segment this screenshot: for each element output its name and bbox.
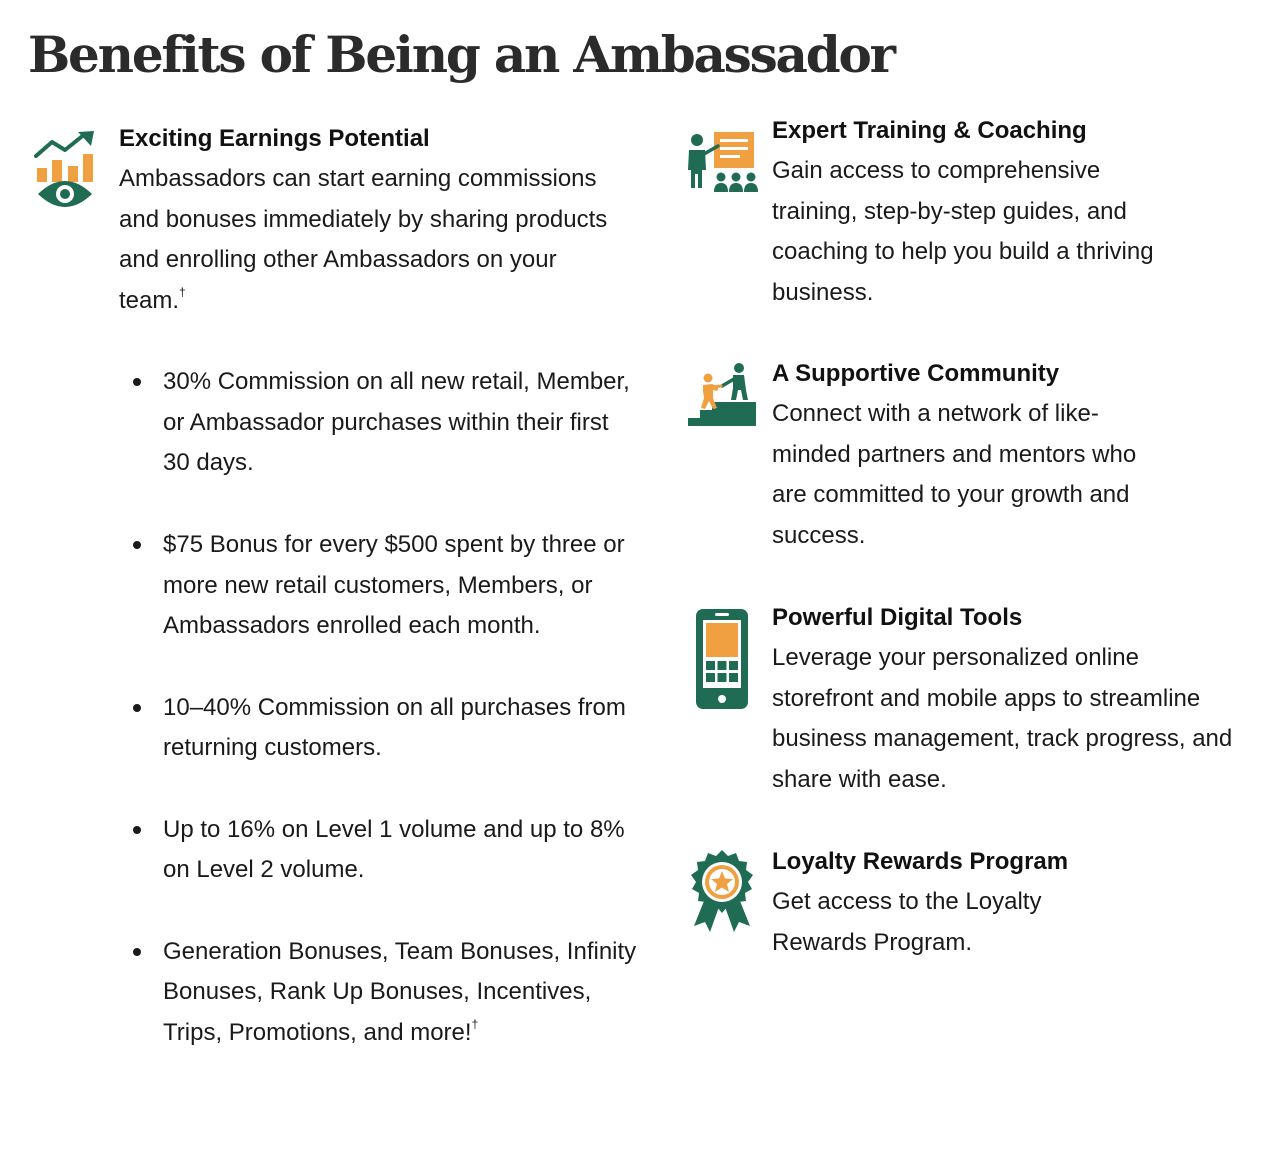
bullet-icon	[133, 704, 141, 712]
earnings-footnote: †	[179, 285, 186, 300]
list-item: 30% Commission on all new retail, Member, or Ambassador purchases within their first 30 days.	[119, 362, 639, 484]
bullet-icon	[133, 541, 141, 549]
chart-eye-icon	[32, 128, 98, 217]
loyalty-heading: Loyalty Rewards Program	[772, 848, 1069, 875]
list-item: $75 Bonus for every $500 spent by three or more new retail customers, Members, or Ambassadors enrolled each month.	[119, 525, 639, 647]
digital-heading: Powerful Digital Tools	[772, 604, 1023, 631]
bullet-icon	[133, 826, 141, 834]
stairs-helping-icon	[686, 362, 758, 435]
list-item: Generation Bonuses, Team Bonuses, Infinity Bonuses, Rank Up Bonuses, Incentives, Trips, Promotions, and more!†	[119, 932, 639, 1054]
loyalty-description: Get access to the Loyalty Rewards Program.	[772, 888, 1042, 956]
list-item: 10–40% Commission on all purchases from returning customers.	[119, 688, 639, 769]
page-title: Benefits of Being an Ambassador	[28, 25, 894, 84]
training-heading: Expert Training & Coaching	[772, 117, 1087, 144]
bullet-icon	[133, 948, 141, 956]
training-description: Gain access to comprehensive training, step-by-step guides, and coaching to help you build a thriving business.	[772, 157, 1154, 307]
list-item: Up to 16% on Level 1 volume and up to 8% on Level 2 volume.	[119, 810, 639, 891]
community-heading: A Supportive Community	[772, 360, 1060, 387]
bullet-icon	[133, 378, 141, 386]
earnings-heading: Exciting Earnings Potential	[119, 125, 430, 152]
award-badge-icon	[688, 848, 756, 937]
community-description: Connect with a network of like-minded partners and mentors who are committed to your growth and success.	[772, 400, 1137, 550]
smartphone-icon	[694, 607, 750, 716]
bonus-list	[119, 362, 639, 1095]
presentation-icon	[684, 130, 762, 201]
digital-description: Leverage your personalized online storefront and mobile apps to streamline business management, track progress, and share with ease.	[772, 644, 1233, 794]
earnings-description: Ambassadors can start earning commissions and bonuses immediately by sharing products and enrolling other Ambassadors on your team.†	[119, 165, 608, 315]
bonus-footnote: †	[471, 1017, 479, 1032]
